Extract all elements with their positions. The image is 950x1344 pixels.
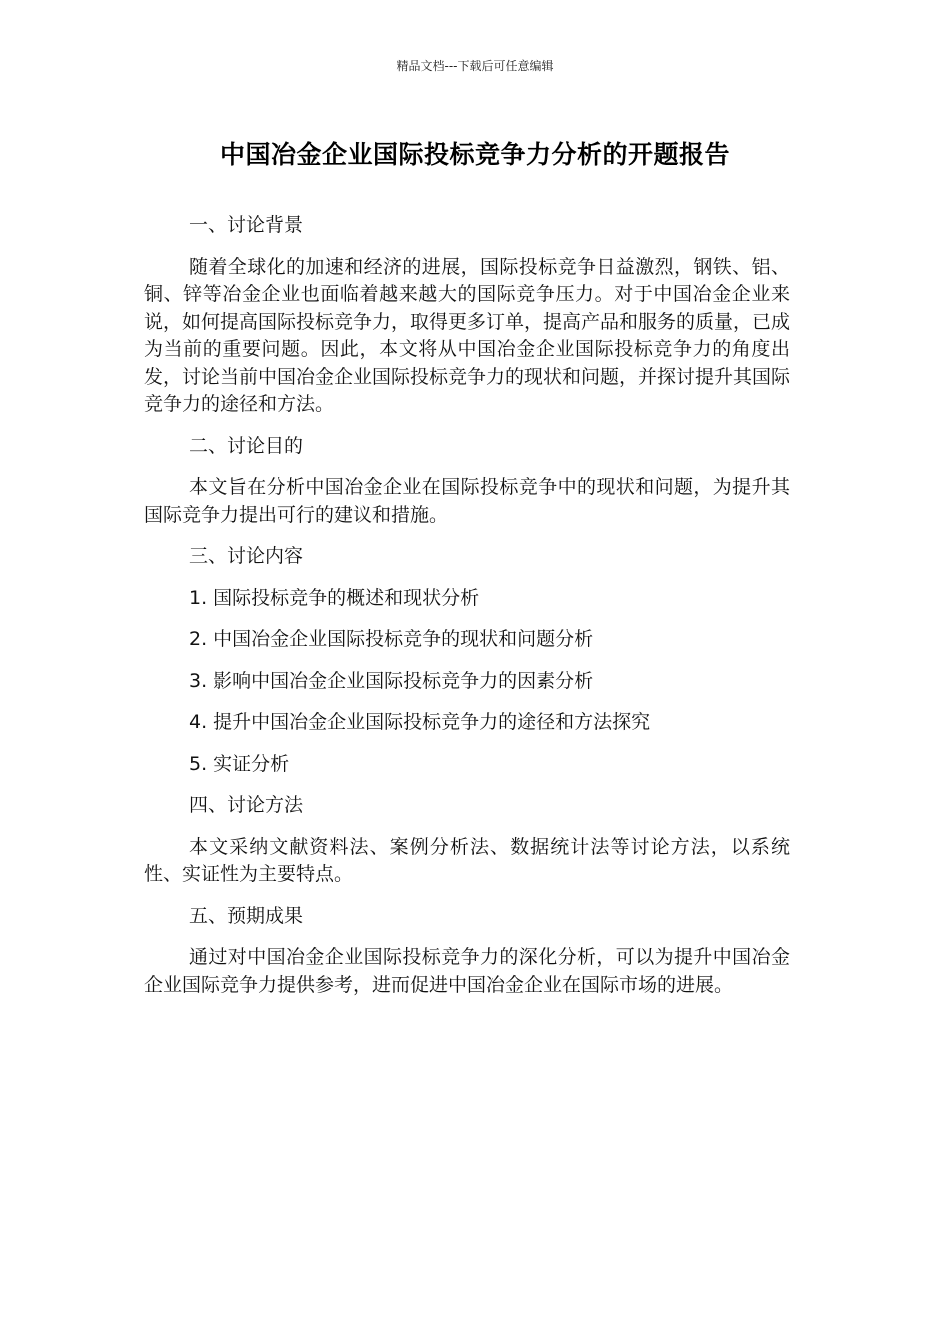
section-heading-content: 三、讨论内容	[189, 545, 304, 567]
list-item-number: 1.	[189, 586, 208, 609]
list-item-text: 国际投标竞争的概述和现状分析	[213, 586, 480, 609]
list-item-number: 2.	[189, 628, 208, 650]
list-item-number: 3.	[189, 669, 208, 692]
section-heading-method: 四、讨论方法	[189, 794, 304, 816]
list-item-number: 4.	[189, 711, 208, 733]
section-heading-background: 一、讨论背景	[189, 214, 304, 236]
section-paragraph-method: 本文采纳文献资料法、案例分析法、数据统计法等讨论方法，以系统性、实证性为主要特点。	[144, 835, 790, 885]
list-item-text: 实证分析	[213, 752, 290, 775]
list-item	[144, 709, 790, 737]
list-item-text: 中国冶金企业国际投标竞争的现状和问题分析	[213, 628, 594, 650]
section-heading-purpose: 二、讨论目的	[189, 434, 304, 457]
section-paragraph-results: 通过对中国冶金企业国际投标竞争力的深化分析，可以为提升中国冶金企业国际竞争力提供参考，进而促进中国冶金企业在国际市场的进展。	[144, 946, 790, 996]
list-item	[144, 585, 790, 613]
document-title: 中国冶金企业国际投标竞争力分析的开题报告	[219, 140, 730, 169]
document-body	[144, 212, 790, 999]
list-item	[144, 751, 790, 779]
list-item-text: 提升中国冶金企业国际投标竞争力的途径和方法探究	[213, 711, 651, 733]
list-item-number: 5.	[189, 752, 208, 775]
section-paragraph-background: 随着全球化的加速和经济的进展，国际投标竞争日益激烈，钢铁、铝、铜、锌等冶金企业也面临着越来越大的国际竞争压力。对于中国冶金企业来说，如何提高国际投标竞争力，取得更多订单，提高产品和服务的质量，已成为当前的重要问题。因此，本文将从中国冶金企业国际投标竞争力的角度出发，讨论当前中国冶金企业国际投标竞争力的现状和问题，并探讨提升其国际竞争力的途径和方法。	[144, 255, 791, 415]
section-paragraph-purpose: 本文旨在分析中国冶金企业在国际投标竞争中的现状和问题，为提升其国际竞争力提出可行的建议和措施。	[144, 476, 790, 526]
list-item	[144, 626, 790, 654]
section-heading-results: 五、预期成果	[189, 904, 304, 927]
list-item-text: 影响中国冶金企业国际投标竞争力的因素分析	[213, 669, 594, 692]
list-item	[144, 668, 790, 696]
header-note: 精品文档---下载后可任意编辑	[396, 59, 554, 73]
